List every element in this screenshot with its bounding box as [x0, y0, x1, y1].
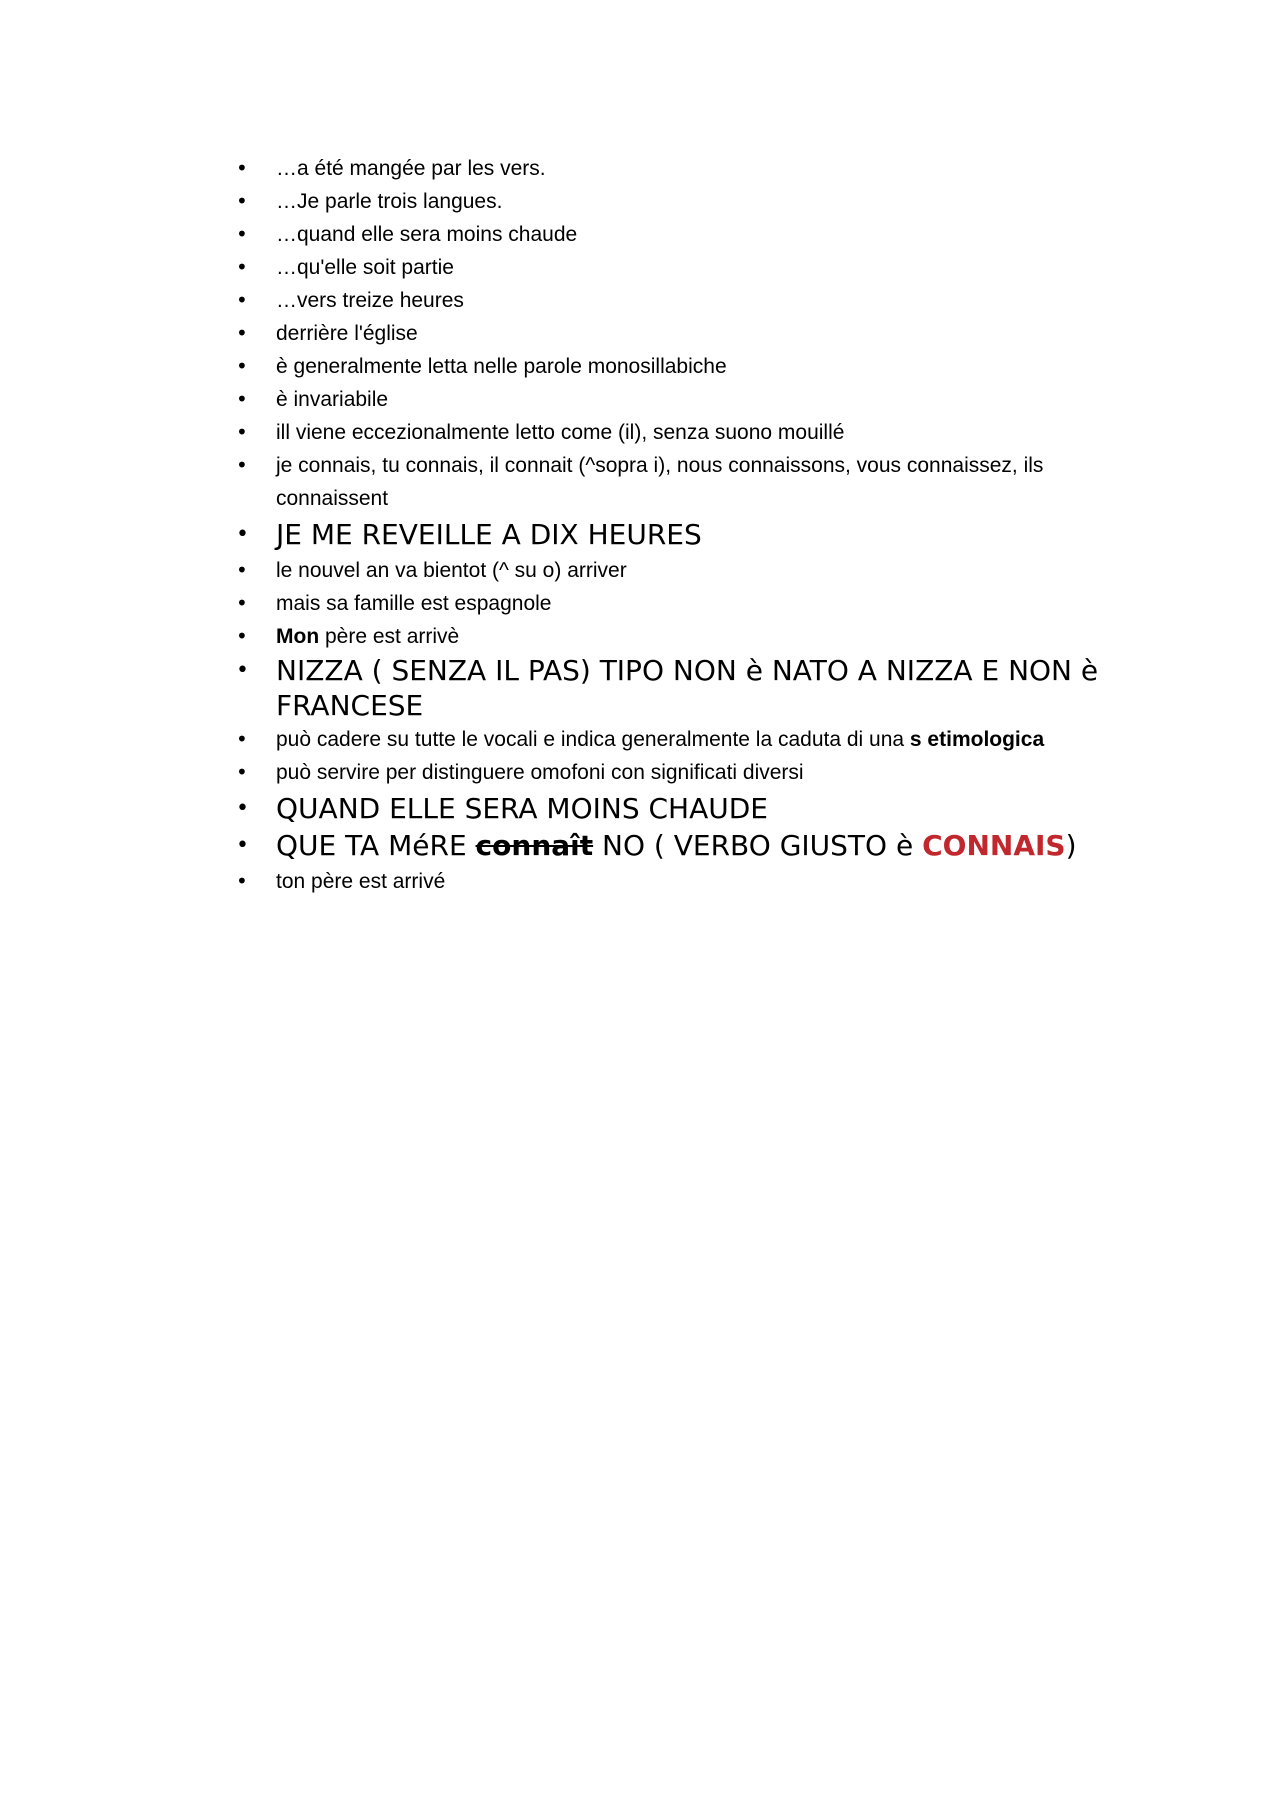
list-item-text: NIZZA ( SENZA IL PAS) TIPO NON è NATO A NIZZA E NON è FRANCESE — [276, 654, 1099, 722]
bullet-icon: • — [236, 420, 248, 444]
list-item-text: …a été mangée par les vers. — [276, 157, 546, 180]
list-item — [236, 251, 1156, 284]
list-item-text: …vers treize heures — [276, 289, 464, 312]
list-item-text: è generalmente letta nelle parole monosillabiche — [276, 355, 727, 378]
list-item-large — [236, 828, 1156, 863]
list-item — [236, 723, 1156, 756]
list-item — [236, 416, 1156, 449]
list-item-text: …quand elle sera moins chaude — [276, 223, 578, 246]
bullet-icon: • — [236, 189, 248, 213]
list-item — [236, 587, 1156, 620]
list-item — [236, 620, 1156, 653]
bold-phrase: s etimologica — [909, 728, 1045, 751]
list-item — [236, 383, 1156, 416]
list-item-text: mais sa famille est espagnole — [276, 592, 552, 615]
bullet-icon: • — [236, 658, 249, 683]
list-item-large — [236, 517, 1156, 552]
list-item — [236, 185, 1156, 218]
bullet-icon: • — [236, 558, 248, 582]
bullet-icon: • — [236, 522, 249, 547]
list-item-large — [236, 653, 1156, 723]
list-item-text: ill viene eccezionalmente letto come (il), senza suono mouillé — [276, 421, 845, 444]
bullet-icon: • — [236, 869, 248, 893]
list-item-text: le nouvel an va bientot (^ su o) arriver — [276, 559, 627, 582]
highlighted-word: CONNAIS — [922, 829, 1066, 862]
list-item — [236, 449, 1156, 515]
list-item — [236, 865, 1156, 898]
bullet-icon: • — [236, 624, 248, 648]
bullet-icon: • — [236, 321, 248, 345]
list-item-text: père est arrivè — [319, 625, 460, 648]
bullet-icon: • — [236, 760, 248, 784]
bullet-icon: • — [236, 796, 249, 821]
list-item-text: JE ME REVEILLE A DIX HEURES — [276, 518, 702, 551]
list-item — [236, 284, 1156, 317]
list-item-text: QUAND ELLE SERA MOINS CHAUDE — [276, 792, 768, 825]
list-item — [236, 756, 1156, 789]
bullet-icon: • — [236, 453, 248, 477]
bullet-icon: • — [236, 591, 248, 615]
list-item — [236, 350, 1156, 383]
list-item — [236, 317, 1156, 350]
list-item — [236, 152, 1156, 185]
list-item-text: ton père est arrivé — [276, 870, 446, 893]
bullet-icon: • — [236, 354, 248, 378]
bullet-icon: • — [236, 387, 248, 411]
list-item — [236, 218, 1156, 251]
list-item-text: je connais, tu connais, il connait (^sopra i), nous connaissons, vous connaissez, ils connaissent — [276, 454, 1044, 510]
bullet-icon: • — [236, 288, 248, 312]
bullet-list — [236, 152, 1156, 898]
list-item-text: …Je parle trois langues. — [276, 190, 503, 213]
list-item-text: QUE TA MéRE — [276, 829, 476, 862]
strikethrough-word: connaît — [475, 829, 594, 862]
list-item-large — [236, 791, 1156, 826]
list-item-text: NO ( VERBO GIUSTO è — [593, 829, 923, 862]
list-item-text: è invariabile — [276, 388, 389, 411]
bullet-icon: • — [236, 833, 249, 858]
list-item-text: può cadere su tutte le vocali e indica generalmente la caduta di una — [276, 728, 910, 751]
bullet-icon: • — [236, 727, 248, 751]
list-item-text: può servire per distinguere omofoni con significati diversi — [276, 761, 804, 784]
list-item-text: derrière l'église — [276, 322, 418, 345]
bullet-icon: • — [236, 222, 248, 246]
list-item-text: …qu'elle soit partie — [276, 256, 454, 279]
list-item-text: ) — [1065, 829, 1077, 862]
list-item — [236, 554, 1156, 587]
bold-word: Mon — [276, 625, 320, 648]
bullet-icon: • — [236, 255, 248, 279]
bullet-icon: • — [236, 156, 248, 180]
